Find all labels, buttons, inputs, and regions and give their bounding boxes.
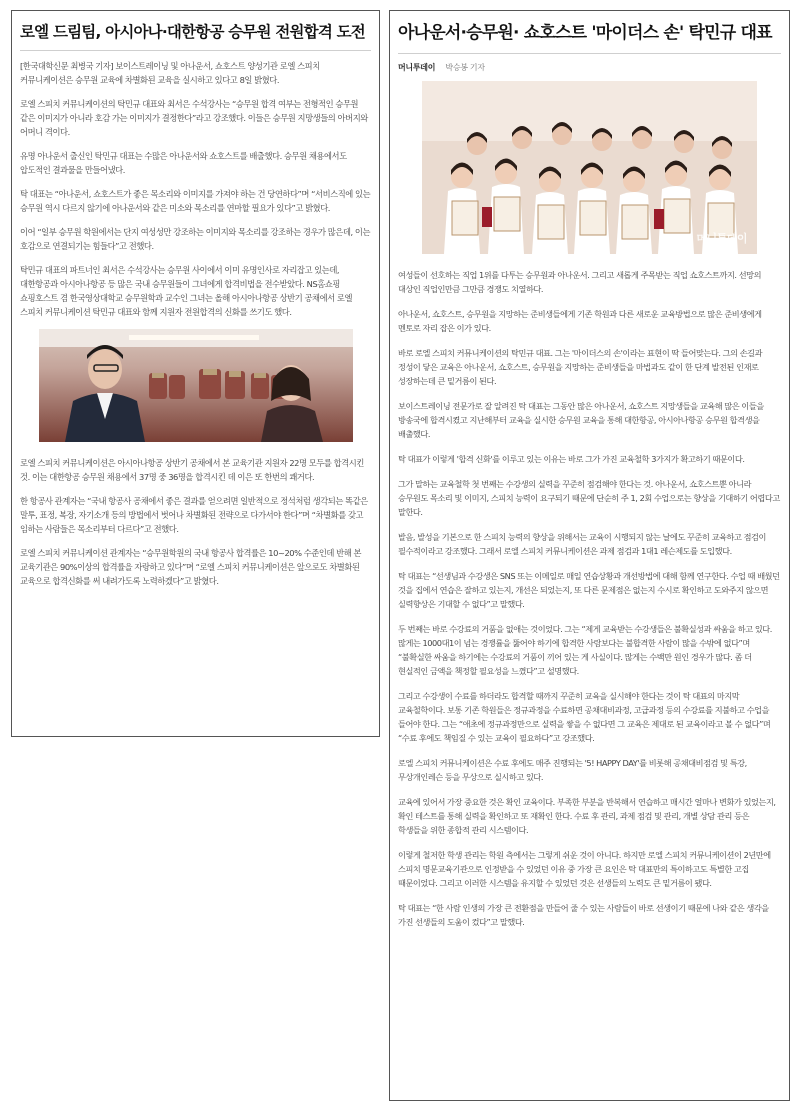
right-paragraph: 보이스트레이닝 전문가로 잘 알려진 탁 대표는 그동안 많은 아나운서, 쇼호스트 지망생들을 교육해 많은 이들을 방송국에 합격시켰고 지난해부터 교육을 실시한 승무원 교육을 통해 대한항공, 아시아나항공 승무원 합격생을 배출했다. [398,401,764,440]
right-paragraph: 바로 로엘 스피치 커뮤니케이션의 탁민규 대표. 그는 '마이더스의 손'이라는 표현이 딱 들어맞는다. 그의 손길과 정성이 닿은 교육은 아나운서, 쇼호스트, 승무원을 지망하는 준비생들을 마법과도 같이 한 단계 발전된 인재로 성장하는데 큰 밑거름이 된다. [398,348,763,387]
right-article-photo [422,81,757,254]
right-paragraph: 탁 대표는 “한 사람 인생의 가장 큰 전환점을 만들어 줄 수 있는 사람들이 바로 선생이기 때문에 나와 같은 생각을 가진 선생들의 도움이 컸다”고 말했다. [398,903,769,928]
left-article-headline: 로엘 드림팀, 아시아나·대한항공 승무원 전원합격 도전 [20,23,365,41]
right-paragraph: 로엘 스피치 커뮤니케이션은 수료 후에도 매주 진행되는 '5! HAPPY DAY'를 비롯해 공채대비점검 및 특강, 무상개인레슨 등을 무상으로 실시하고 있다. [398,758,747,783]
left-paragraph: 로엘 스피치 커뮤니케이션 관계자는 “승무원학원의 국내 항공사 합격률은 10~20% 수준인데 반해 본 교육기관은 90%이상의 합격률을 자랑하고 있다”며 “로엘 스피치 커뮤니케이션은 앞으로도 차별화된 교육으로 합격신화를 써 내려가도록 노력하겠다”고 밝혔다. [20,547,362,586]
left-paragraph: 로엘 스피치 커뮤니케이션의 탁민규 대표와 최서은 수석강사는 “승무원 합격 여부는 전형적인 승무원 같은 이미지가 아니라 호감 가는 이미지가 결정한다”라고 강조했다. 이들은 승무원 지망생들의 아버지와 어머니 격이다. [20,98,368,137]
left-paragraph: 탁민규 대표의 파트너인 최서은 수석강사는 승무원 사이에서 이미 유명인사로 자리잡고 있는데, 대한항공과 아시아나항공 등 많은 국내 승무원들이 그녀에게 합격비법을 전수받았다. NS홈쇼핑 쇼핑호스트 겸 한국영상대학교 승무원학과 교수인 그녀는 올해 아시아나항공 상반기 공채에서 로엘 스피치 커뮤니케이션 탁민규 대표와 함께 지원자 전원합격의 신화를 쓰기도 했다. [20,264,353,317]
left-paragraph: [한국대학신문 최병국 기자] 보이스트레이닝 및 아나운서, 쇼호스트 양성기관 로엘 스피치 커뮤니케이션은 승무원 교육에 차별화된 교육을 실시하고 있다고 8일 밝혔다. [20,60,320,85]
right-article [389,10,790,1101]
left-paragraph: 유명 아나운서 출신인 탁민규 대표는 수많은 아나운서와 쇼호스트를 배출했다. 승무원 채용에서도 압도적인 결과물을 만들어냈다. [20,150,347,175]
right-paragraph: 교육에 있어서 가장 중요한 것은 확인 교육이다. 부족한 부분을 반복해서 연습하고 매시간 얼마나 변화가 있었는지, 확인 테스트를 통해 실력을 확인하고 또 재확인 한다. 수료 후 관리, 과제 점검 및 관리, 개별 상담 관리 등은 학생들을 위한 종합적 관리 시스템이다. [398,797,776,836]
byline [398,62,781,73]
left-paragraph: 한 항공사 관계자는 “국내 항공사 공채에서 좋은 결과를 얻으려면 일반적으로 정석처럼 생각되는 똑같은 말투, 표정, 복장, 자기소개 등의 방법에서 벗어나 차별화된 전략으로 다가서야 한다”며 “차별화를 갖고 임하는 사람들은 목소리부터 다르다”고 전했다. [20,495,368,534]
group-photo [422,81,757,254]
photo-watermark: 머니투데이 [696,232,747,246]
left-paragraph: 탁 대표는 “아나운서, 쇼호스트가 좋은 목소리와 이미지를 가져야 하는 건 당연하다”며 “서비스직에 있는 승무원 역시 다르지 않기에 아나운서와 같은 미소와 목소리를 연마할 필요가 있다”고 밝혔다. [20,188,371,213]
headline-divider [398,53,781,54]
right-paragraph: 발음, 발성을 기본으로 한 스피치 능력의 향상을 위해서는 교육이 시행되지 않는 날에도 꾸준히 교육하고 점검이 필수적이라고 강조했다. 그래서 로엘 스피치 커뮤니케이션은 과제 점검과 1대1 레슨제도를 도입했다. [398,532,766,557]
headline-divider [20,50,371,51]
right-paragraph: 탁 대표는 “선생님과 수강생은 SNS 또는 이메일로 매일 연습상황과 개선방법에 대해 함께 연구한다. 수업 때 배웠던 것을 집에서 연습은 잘하고 있는지, 개선은 되었는지, 또 다른 문제점은 없는지 수시로 확인하고 도와주지 않으면 실력향상은 기대할 수 없다”고 말했다. [398,571,780,610]
publisher: 머니투데이 [398,63,436,73]
right-paragraph: 그리고 수강생이 수료를 하더라도 합격할 때까지 꾸준히 교육을 실시해야 한다는 것이 탁 대표의 마지막 교육철학이다. 보통 기존 학원들은 정규과정을 수료하면 공채대비과정, 고급과정 등의 수강료를 지불하고 수업을 들어야 한다. 그는 “애초에 정규과정만으로 실력을 쌓을 수 없다면 그 교육은 제대로 된 교육이라고 볼 수 없다”며 “수료 후에도 책임질 수 있는 교육이 필요하다”고 강조했다. [398,691,771,744]
reporter: 박승봉 기자 [445,63,485,73]
left-paragraph: 로엘 스피치 커뮤니케이션은 아시아나항공 상반기 공채에서 본 교육기관 지원자 22명 모두를 합격시킨 것. 이는 대한항공 승무원 채용에서 37명 중 36명을 합격시킨 데 이은 또 한번의 쾌거다. [20,457,364,482]
right-paragraph: 그가 말하는 교육철학 첫 번째는 수강생의 실력을 꾸준히 점검해야 한다는 것. 아나운서, 쇼호스트뿐 아니라 승무원도 목소리 및 이미지, 스피치 능력이 요구되기 때문에 단순히 주 1, 2회 수업으로는 향상을 기대하기 어렵다고 말한다. [398,479,780,518]
aircraft-cabin-photo [39,329,353,442]
left-paragraph: 이어 “일부 승무원 학원에서는 단지 여성성만 강조하는 이미지와 목소리를 강조하는 경우가 많은데, 이는 호감으로 연결되기는 힘들다”고 전했다. [20,226,371,251]
right-paragraph: 여성들이 선호하는 직업 1위를 다투는 승무원과 아나운서. 그리고 새롭게 주목받는 직업 쇼호스트까지. 선망의 대상인 직업인만큼 그만큼 경쟁도 치열하다. [398,270,762,295]
right-paragraph: 이렇게 철저한 학생 관리는 학원 측에서는 그렇게 쉬운 것이 아니다. 하지만 로엘 스피치 커뮤니케이션이 2년만에 스피치 명문교육기관으로 인정받을 수 있었던 이유 중 가장 큰 요인은 탁 대표만의 특이하고도 특별한 고집 때문이었다. 그리고 이러한 시스템을 유지할 수 있었던 것은 선생들의 노력도 큰 밑거름이 됐다. [398,850,771,889]
right-article-headline: 아나운서·승무원· 쇼호스트 '마이더스 손' 탁민규 대표 [398,23,772,43]
left-article-photo [39,329,353,442]
left-article [11,10,380,737]
right-paragraph: 아나운서, 쇼호스트, 승무원을 지망하는 준비생들에게 기존 학원과 다른 새로운 교육방법으로 많은 준비생에게 멘토로 자리 잡은 이가 있다. [398,309,762,334]
right-paragraph: 두 번째는 바로 수강료의 거품을 없애는 것이었다. 그는 “제게 교육받는 수강생들은 불확실성과 싸움을 하고 있다. 많게는 1000대1이 넘는 경쟁률을 뚫어야 하기에 합격한 사람보다는 불합격한 사람이 많을 수밖에 없다”며 “불확실한 싸움을 하기에는 수강료의 거품이 끼어 있는 게 사실이다. 많게는 수백만 원인 경우가 많다. 좀 더 현실적인 금액을 책정할 필요성을 느꼈다”고 설명했다. [398,624,772,677]
right-paragraph: 탁 대표가 이렇게 '합격 신화'를 이루고 있는 이유는 바로 그가 가진 교육철학 3가지가 확고하기 때문이다. [398,454,745,465]
